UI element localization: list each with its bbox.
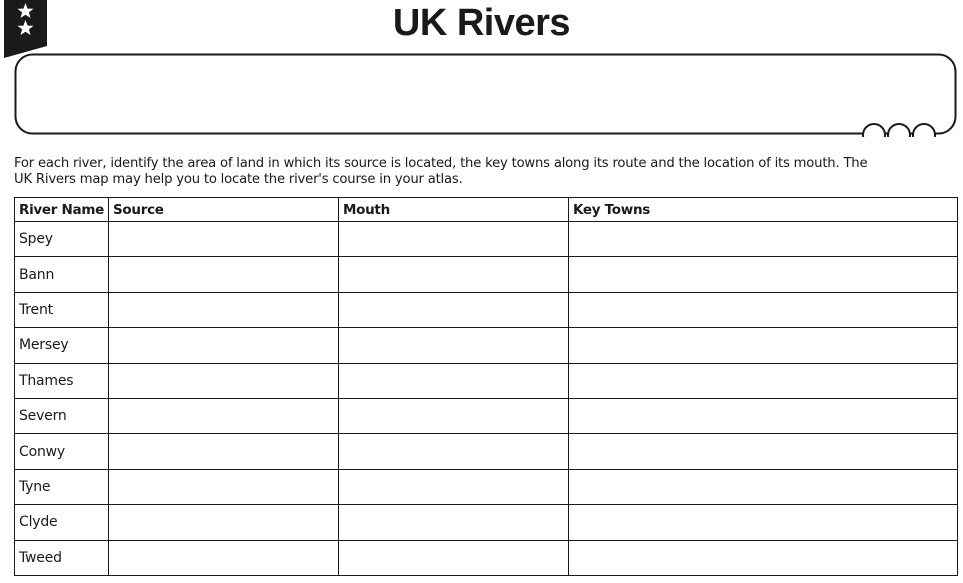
table-row — [15, 505, 958, 540]
source-cell[interactable] — [109, 328, 339, 363]
river-name-cell: Clyde — [15, 505, 109, 540]
river-name-cell: Trent — [15, 292, 109, 327]
key-towns-cell[interactable] — [569, 257, 958, 292]
instructions — [14, 156, 959, 187]
source-cell[interactable] — [109, 363, 339, 398]
mouth-cell[interactable] — [339, 505, 569, 540]
table-row — [15, 257, 958, 292]
table-row — [15, 363, 958, 398]
instructions-line-1: For each river, identify the area of land in which its source is located, the key towns along its route and the location of its mouth. The — [14, 156, 868, 171]
source-cell[interactable] — [109, 292, 339, 327]
mouth-cell[interactable] — [339, 540, 569, 575]
rivers-table — [14, 197, 958, 576]
source-cell[interactable] — [109, 505, 339, 540]
key-towns-cell[interactable] — [569, 328, 958, 363]
mouth-cell[interactable] — [339, 292, 569, 327]
three-circles-icon — [863, 124, 935, 137]
river-name-cell: Severn — [15, 398, 109, 433]
river-name-cell: Mersey — [15, 328, 109, 363]
source-cell[interactable] — [109, 469, 339, 504]
key-towns-cell[interactable] — [569, 540, 958, 575]
table-row — [15, 292, 958, 327]
key-towns-cell[interactable] — [569, 505, 958, 540]
table-row — [15, 328, 958, 363]
river-name-cell: Conwy — [15, 434, 109, 469]
table-row — [15, 398, 958, 433]
key-towns-cell[interactable] — [569, 363, 958, 398]
table-row — [15, 540, 958, 575]
table-row — [15, 222, 958, 257]
header-mouth: Mouth — [339, 198, 569, 222]
source-cell[interactable] — [109, 222, 339, 257]
mouth-cell[interactable] — [339, 257, 569, 292]
header-source: Source — [109, 198, 339, 222]
header-key-towns: Key Towns — [569, 198, 958, 222]
mouth-cell[interactable] — [339, 398, 569, 433]
answer-box[interactable] — [14, 53, 957, 137]
table-header-row — [15, 198, 958, 222]
instructions-line-2: UK Rivers map may help you to locate the river's course in your atlas. — [14, 171, 463, 187]
table-row — [15, 434, 958, 469]
source-cell[interactable] — [109, 398, 339, 433]
key-towns-cell[interactable] — [569, 469, 958, 504]
mouth-cell[interactable] — [339, 222, 569, 257]
key-towns-cell[interactable] — [569, 434, 958, 469]
mouth-cell[interactable] — [339, 469, 569, 504]
mouth-cell[interactable] — [339, 434, 569, 469]
key-towns-cell[interactable] — [569, 398, 958, 433]
river-name-cell: Spey — [15, 222, 109, 257]
header-river-name: River Name — [15, 198, 109, 222]
river-name-cell: Tyne — [15, 469, 109, 504]
source-cell[interactable] — [109, 434, 339, 469]
table-row — [15, 469, 958, 504]
river-name-cell: Thames — [15, 363, 109, 398]
source-cell[interactable] — [109, 257, 339, 292]
river-name-cell: Tweed — [15, 540, 109, 575]
page-title: UK Rivers — [392, 2, 571, 44]
key-towns-cell[interactable] — [569, 222, 958, 257]
source-cell[interactable] — [109, 540, 339, 575]
mouth-cell[interactable] — [339, 363, 569, 398]
key-towns-cell[interactable] — [569, 292, 958, 327]
river-name-cell: Bann — [15, 257, 109, 292]
mouth-cell[interactable] — [339, 328, 569, 363]
